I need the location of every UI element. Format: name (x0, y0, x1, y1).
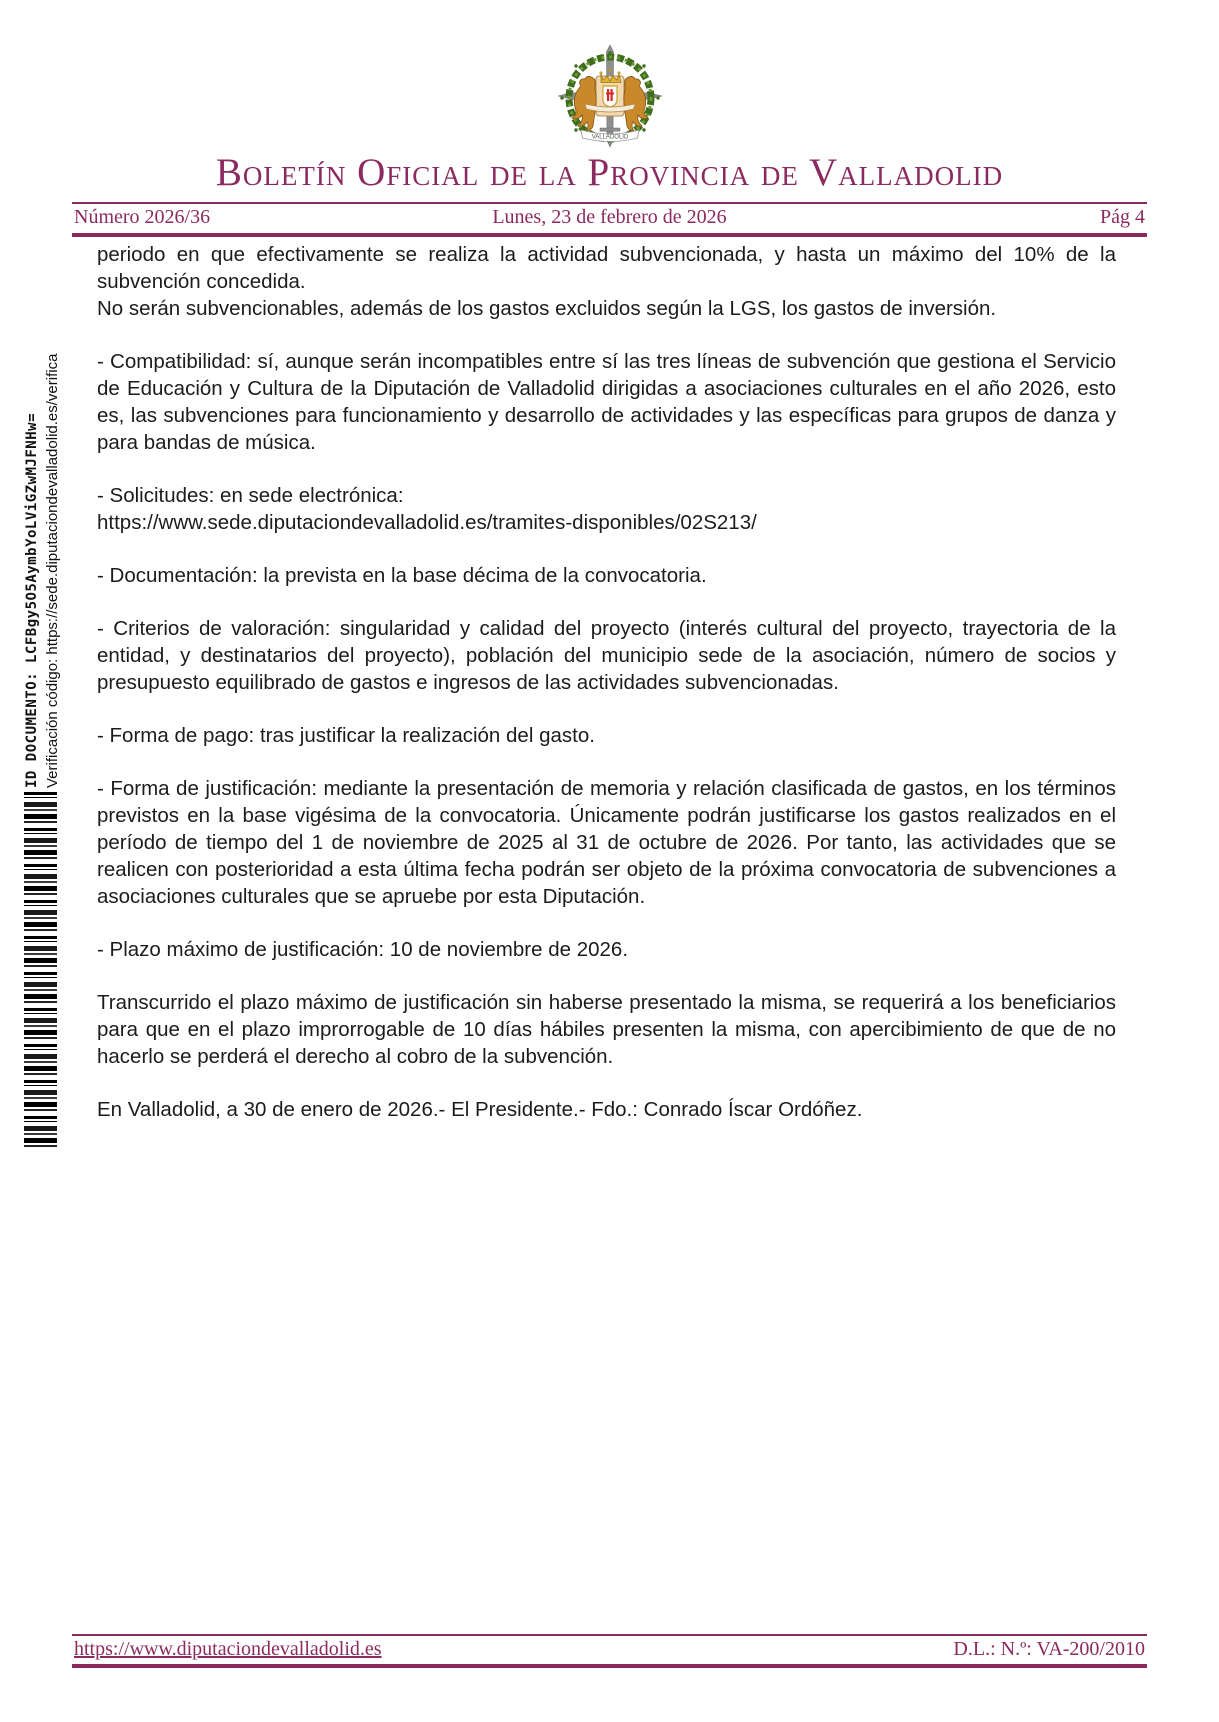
verification-url-vertical-text: Verificación código: https://sede.diputaciondevalladolid.es/verifica (44, 353, 61, 788)
legal-deposit: D.L.: N.º: VA-200/2010 (953, 1638, 1145, 1660)
paragraph-forma-justificacion: - Forma de justificación: mediante la presentación de memoria y relación clasificada de gastos, en los términos previstos en la base vigésima de la convocatoria. Únicamente podrán justificarse los gastos realizados en el período de tiempo del 1 de noviembre de 2025 al 31 de octubre de 2026. Por tanto, las actividades que se realicen con posterioridad a esta última fecha podrán ser objeto de la próxima convocatoria de subvenciones a asociaciones culturales que se apruebe por esta Diputación. (97, 777, 1116, 908)
header-rule-bottom (72, 233, 1147, 237)
issue-number: Número 2026/36 (74, 205, 211, 228)
footer-website-link[interactable]: https://www.diputaciondevalladolid.es (74, 1638, 382, 1660)
signature-line: En Valladolid, a 30 de enero de 2026.- El Presidente.- Fdo.: Conrado Íscar Ordóñez. (97, 1098, 863, 1121)
paragraph-plazo: - Plazo máximo de justificación: 10 de noviembre de 2026. (97, 938, 629, 961)
tramites-url-text: https://www.sede.diputaciondevalladolid.es/tramites-disponibles/02S213/ (97, 511, 757, 534)
issue-date: Lunes, 23 de febrero de 2026 (492, 205, 727, 228)
paragraph-criterios: - Criterios de valoración: singularidad y calidad del proyecto (interés cultural del proyecto, trayectoria de la entidad, y destinatarios del proyecto), población del municipio sede de la asociación, número de socios y presupuesto equilibrado de gastos e ingresos de las actividades subvencionadas. (97, 617, 1116, 694)
paragraph-compatibilidad: - Compatibilidad: sí, aunque serán incompatibles entre sí las tres líneas de subvención que gestiona el Servicio de Educación y Cultura de la Diputación de Valladolid dirigidas a asociaciones culturales en el año 2026, esto es, las subvenciones para funcionamiento y desarrollo de actividades y las específicas para grupos de danza y para bandas de música. (97, 350, 1116, 454)
footer-meta-row (72, 1636, 1147, 1664)
bulletin-title: Boletín Oficial de la Provincia de Valladolid (215, 151, 1004, 194)
emblem-banner-text: VALLADOLID (591, 134, 628, 141)
paragraph: No serán subvencionables, además de los gastos excluidos según la LGS, los gastos de inversión. (97, 297, 997, 320)
valladolid-coat-of-arms-icon (549, 44, 671, 148)
paragraph-solicitudes: - Solicitudes: en sede electrónica: (97, 484, 404, 507)
document-id-vertical-text: ID DOCUMENTO: LCFBgy5O5AymbYoLViGZwMJFNHw= (24, 412, 40, 788)
paragraph: periodo en que efectivamente se realiza la actividad subvencionada, y hasta un máximo del 10% de la subvención concedida. (97, 243, 1116, 293)
sword-crossguard (600, 128, 620, 131)
paragraph-forma-pago: - Forma de pago: tras justificar la realización del gasto. (97, 724, 595, 747)
footer-rule-bottom (72, 1664, 1147, 1668)
bulletin-footer (72, 1634, 1147, 1668)
document-body (97, 241, 1116, 1149)
header-meta-row (72, 204, 1147, 233)
central-shield (603, 86, 617, 107)
verification-barcode (24, 792, 57, 1148)
page-number: Pág 4 (1100, 205, 1145, 228)
bulletin-header (72, 0, 1147, 237)
paragraph-documentacion: - Documentación: la prevista en la base décima de la convocatoria. (97, 564, 707, 587)
paragraph-transcurrido: Transcurrido el plazo máximo de justificación sin haberse presentado la misma, se requerirá a los beneficiarios para que en el plazo improrrogable de 10 días hábiles presenten la misma, con apercibimiento de que de no hacerlo se perderá el derecho al cobro de la subvención. (97, 991, 1116, 1068)
